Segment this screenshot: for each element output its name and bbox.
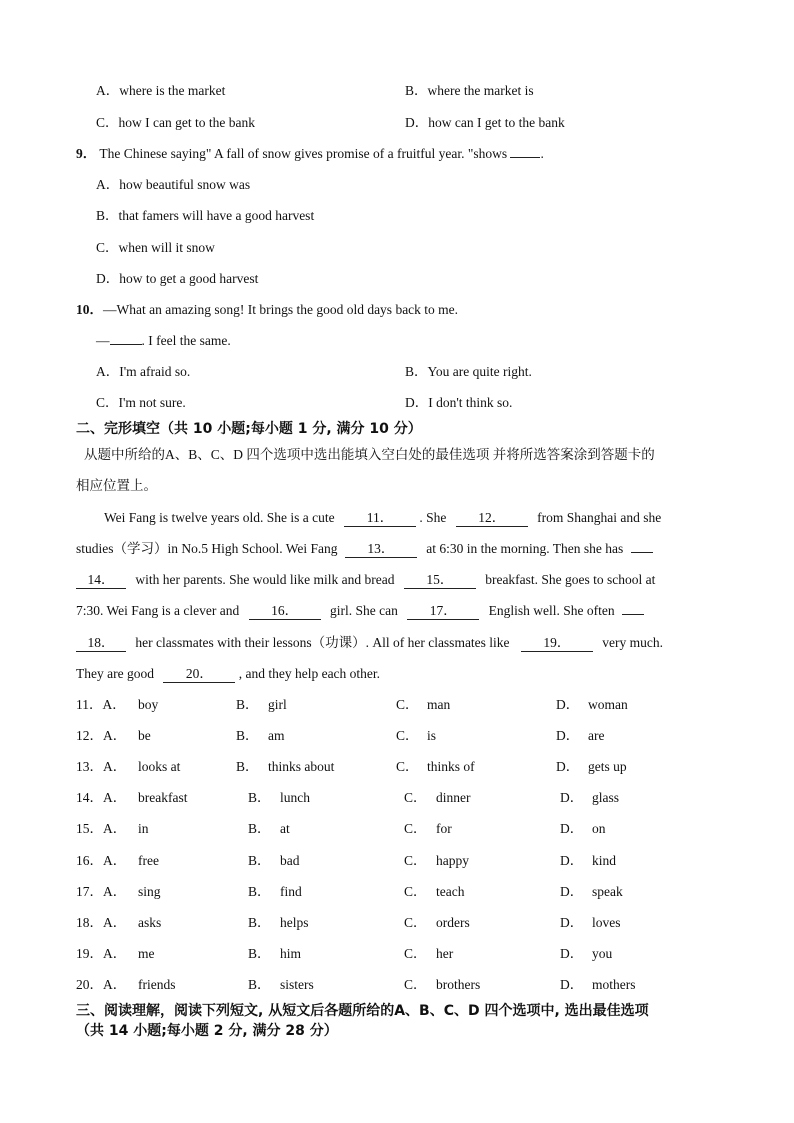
option-d-letter: D． — [556, 759, 580, 774]
blank-18-start — [622, 614, 644, 615]
passage-text: from Shanghai and she — [537, 510, 662, 525]
blank-14: 14． — [76, 572, 126, 589]
option-d-letter: D． — [560, 853, 584, 868]
passage-line-2 — [76, 540, 653, 558]
option-b-letter: B． — [248, 946, 271, 961]
option-b-text: him — [280, 946, 302, 961]
option-d-letter: D． — [560, 790, 584, 805]
section2-instruction-line2: 相应位置上。 — [76, 478, 157, 493]
q10-option-a: A．I'm afraid so. — [96, 364, 191, 379]
option-b-text: thinks about — [268, 759, 335, 774]
passage-line-4 — [76, 602, 644, 620]
option-number: 12．A． — [76, 728, 127, 743]
passage-text: at 6:30 in the morning. Then she has — [426, 541, 624, 556]
option-b-letter: B． — [236, 759, 259, 774]
option-a-text: be — [138, 728, 151, 743]
option-a-text: asks — [138, 915, 162, 930]
blank-14-start — [631, 552, 653, 553]
q9-option-d: D．how to get a good harvest — [96, 271, 259, 286]
blank-18: 18． — [76, 635, 126, 652]
passage-text: studies（学习）in No.5 High School. Wei Fang — [76, 541, 338, 556]
passage-text: very much. — [602, 635, 664, 650]
option-c-letter: C． — [396, 728, 419, 743]
option-d-letter: D． — [560, 821, 584, 836]
option-b-letter: B． — [248, 977, 271, 992]
q9-option-c: C．when will it snow — [96, 240, 215, 255]
q9-stem — [76, 145, 544, 163]
q9-blank — [510, 157, 540, 158]
blank-19: 19． — [521, 635, 593, 652]
blank-11: 11． — [344, 510, 416, 527]
option-c-text: her — [436, 946, 454, 961]
option-b-text: at — [280, 821, 290, 836]
option-d-text: glass — [592, 790, 619, 805]
passage-line-3 — [76, 571, 655, 589]
option-number: 15．A． — [76, 821, 127, 836]
option-c-text: man — [427, 697, 451, 712]
option-b-text: girl — [268, 697, 287, 712]
option-b-text: find — [280, 884, 302, 899]
option-c-letter: C． — [404, 946, 427, 961]
option-number: 17．A． — [76, 884, 127, 899]
option-number: 20．A． — [76, 977, 127, 992]
option-c-text: orders — [436, 915, 470, 930]
option-b-text: am — [268, 728, 285, 743]
option-d-letter: D． — [560, 884, 584, 899]
q8-option-b: B．where the market is — [405, 83, 534, 98]
q10-reply-text: . I feel the same. — [141, 333, 231, 348]
option-d-letter: D． — [560, 977, 584, 992]
q9-option-b: B．that famers will have a good harvest — [96, 208, 315, 223]
passage-line-6 — [76, 665, 380, 683]
option-c-letter: C． — [396, 759, 419, 774]
option-c-letter: C． — [396, 697, 419, 712]
option-c-text: for — [436, 821, 452, 836]
option-a-text: sing — [138, 884, 161, 899]
option-b-text: sisters — [280, 977, 314, 992]
section2-instruction-line1: 从题中所给的A、B、C、D 四个选项中选出能填入空白处的最佳选项 并将所选答案涂到答题卡的 — [84, 447, 655, 462]
option-b-letter: B． — [236, 697, 259, 712]
option-b-letter: B． — [248, 884, 271, 899]
passage-text: her classmates with their lessons（功课）. All of her classmates like — [135, 635, 510, 650]
passage-text: girl. She can — [330, 603, 398, 618]
option-a-text: looks at — [138, 759, 181, 774]
option-number: 13．A． — [76, 759, 127, 774]
q8-option-d: D．how can I get to the bank — [405, 115, 565, 130]
q9-number: 9． — [76, 146, 97, 161]
section3-title-line2: （共 14 小题;每小题 2 分, 满分 28 分） — [76, 1023, 338, 1039]
q10-option-c: C．I'm not sure. — [96, 395, 186, 410]
option-a-text: me — [138, 946, 155, 961]
option-b-text: helps — [280, 915, 309, 930]
option-d-text: mothers — [592, 977, 636, 992]
q10-blank — [110, 344, 142, 345]
option-d-text: woman — [588, 697, 628, 712]
option-a-text: boy — [138, 697, 159, 712]
option-b-letter: B． — [236, 728, 259, 743]
q10-number: 10． — [76, 302, 103, 317]
passage-line-5 — [76, 634, 663, 652]
q9-option-a: A．how beautiful snow was — [96, 177, 251, 192]
passage-text: Wei Fang is twelve years old. She is a cute — [104, 510, 335, 525]
q10-option-d: D．I don't think so. — [405, 395, 513, 410]
option-c-letter: C． — [404, 977, 427, 992]
option-c-letter: C． — [404, 915, 427, 930]
option-c-text: dinner — [436, 790, 471, 805]
option-c-letter: C． — [404, 790, 427, 805]
option-c-letter: C． — [404, 821, 427, 836]
option-d-letter: D． — [556, 728, 580, 743]
q8-option-a: A．where is the market — [96, 83, 226, 98]
blank-13: 13． — [345, 541, 417, 558]
q9-stem-text: The Chinese saying" A fall of snow gives promise of a fruitful year. "shows — [99, 146, 508, 161]
option-a-text: breakfast — [138, 790, 188, 805]
passage-text: . She — [419, 510, 447, 525]
passage-text: English well. She often — [488, 603, 615, 618]
option-a-text: friends — [138, 977, 176, 992]
option-d-text: gets up — [588, 759, 627, 774]
option-d-text: speak — [592, 884, 623, 899]
option-d-text: on — [592, 821, 606, 836]
option-d-text: kind — [592, 853, 617, 868]
passage-text: breakfast. She goes to school at — [485, 572, 656, 587]
option-number: 16．A． — [76, 853, 127, 868]
option-d-text: loves — [592, 915, 621, 930]
option-c-text: thinks of — [427, 759, 475, 774]
option-c-text: happy — [436, 853, 469, 868]
option-c-text: teach — [436, 884, 465, 899]
option-b-text: lunch — [280, 790, 310, 805]
option-c-letter: C． — [404, 853, 427, 868]
option-a-text: free — [138, 853, 159, 868]
blank-17: 17． — [407, 603, 479, 620]
option-a-text: in — [138, 821, 149, 836]
option-number: 19．A． — [76, 946, 127, 961]
option-c-letter: C． — [404, 884, 427, 899]
q10-stem — [76, 301, 458, 319]
blank-20: 20． — [163, 666, 235, 683]
option-d-letter: D． — [560, 915, 584, 930]
option-b-letter: B． — [248, 821, 271, 836]
q8-option-c: C．how I can get to the bank — [96, 115, 255, 130]
section3-title-line1: 三、阅读理解，阅读下列短文, 从短文后各题所给的A、B、C、D 四个选项中, 选出最佳选项 — [76, 1003, 649, 1019]
option-d-letter: D． — [556, 697, 580, 712]
passage-line-1 — [104, 509, 661, 527]
option-d-text: are — [588, 728, 605, 743]
q10-stem-text: —What an amazing song! It brings the good old days back to me. — [103, 302, 459, 317]
blank-12: 12． — [456, 510, 528, 527]
passage-text: with her parents. She would like milk and bread — [135, 572, 395, 587]
option-number: 14．A． — [76, 790, 127, 805]
option-d-letter: D． — [560, 946, 584, 961]
blank-15: 15． — [404, 572, 476, 589]
option-number: 18．A． — [76, 915, 127, 930]
option-b-letter: B． — [248, 790, 271, 805]
passage-text: They are good — [76, 666, 154, 681]
option-b-letter: B． — [248, 853, 271, 868]
option-d-text: you — [592, 946, 613, 961]
q10-dash: — — [96, 333, 110, 348]
option-c-text: is — [427, 728, 437, 743]
blank-16: 16． — [249, 603, 321, 620]
passage-text: 7:30. Wei Fang is a clever and — [76, 603, 240, 618]
section2-title: 二、完形填空（共 10 小题;每小题 1 分, 满分 10 分） — [76, 421, 422, 437]
q10-reply — [96, 332, 231, 350]
option-number: 11．A． — [76, 697, 126, 712]
option-b-text: bad — [280, 853, 300, 868]
q10-option-b: B．You are quite right. — [405, 364, 532, 379]
option-b-letter: B． — [248, 915, 271, 930]
q9-stem-end: . — [540, 146, 544, 161]
option-c-text: brothers — [436, 977, 481, 992]
passage-text: , and they help each other. — [238, 666, 381, 681]
